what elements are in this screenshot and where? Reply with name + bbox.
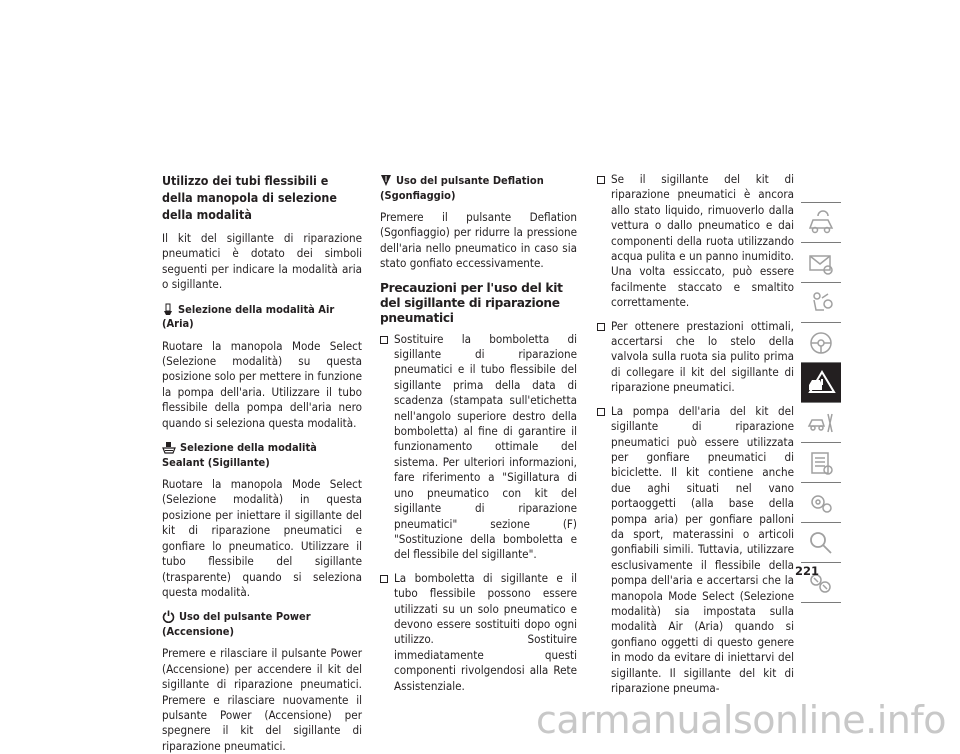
sealant-mode-text: Ruotare la manopola Mode Select (Selezione modalità) in questa posizione per iniettare il sigillante del kit di riparazione pneumatici e gonfiare lo pneumatico. Utilizzare il tubo flessibile del sigillante (trasparente) quando si seleziona questa modalità. <box>162 477 362 599</box>
mail-icon <box>806 250 836 276</box>
watermark: carmanualsonline.info <box>536 698 947 742</box>
tab-emergency[interactable] <box>801 362 841 402</box>
power-icon <box>162 610 175 623</box>
tab-service[interactable] <box>801 402 841 442</box>
tab-dashboard[interactable] <box>801 202 841 242</box>
column-2 <box>380 174 577 702</box>
tab-steering[interactable] <box>801 322 841 362</box>
car-wrench-icon <box>806 410 836 436</box>
air-mode-text: Ruotare la manopola Mode Select (Selezione modalità) su questa posizione solo per mettere in funzione la pompa dell'aria. Utilizzare il tubo flessibile della pompa dell'aria nero quando si seleziona questa modalità. <box>162 338 362 430</box>
power-button-text: Premere e rilasciare il pulsante Power (Accensione) per accendere il kit del sigillante di riparazione pneumatici. Premere e rilasciare nuovamente il pulsante Power (Accensione) per spegnere il kit del sigillante di riparazione pneumatici. <box>162 646 362 753</box>
tab-mail[interactable] <box>801 242 841 282</box>
precautions-heading: Precauzioni per l'uso del kit del sigillante di riparazione pneumatici <box>380 280 563 325</box>
power-button-heading: Uso del pulsante Power (Accensione) <box>162 610 311 638</box>
intro-text: Il kit del sigillante di riparazione pneumatici è dotato dei simboli seguenti per indicare la modalità aria o sigillante. <box>162 231 362 292</box>
sealant-mode-icon <box>162 441 176 454</box>
gears-icon <box>806 490 836 516</box>
car-dashboard-icon <box>806 210 836 236</box>
tab-multimedia[interactable] <box>801 482 841 522</box>
precautions-list-continued <box>597 172 794 696</box>
list-icon <box>806 450 836 476</box>
airbag-icon <box>806 290 836 316</box>
precautions-list <box>380 332 577 694</box>
list-item: La bomboletta di sigillante e il tubo flessibile possono essere utilizzati su un solo pneumatico e devono essere sostituiti dopo ogni utilizzo. Sostituire immediatamente questi componenti rivolgendosi alla Rete Assistenziale. <box>380 571 577 694</box>
list-item: Sostituire la bomboletta di sigillante di riparazione pneumatici e il tubo flessibile del sigillante prima della data di scadenza (stampata sull'etichetta nell'angolo superiore destro della bomboletta) al fine di garantire il funzionamento ottimale del sistema. Per ulteriori informazioni, fare riferimento a "Sigillatura di uno pneumatico con kit del sigillante di riparazione pneumatici" sezione (F) "Sostituzione della bomboletta e del flessibile del sigillante". <box>380 332 577 563</box>
section-heading: Utilizzo dei tubi flessibili e della manopola di selezione della modalità <box>162 173 337 222</box>
steering-wheel-icon <box>806 330 836 356</box>
tab-specifications[interactable] <box>801 442 841 482</box>
deflation-icon <box>380 174 392 187</box>
chapter-tabs <box>801 202 841 604</box>
tab-index[interactable] <box>801 522 841 562</box>
magnifier-icon <box>806 530 836 556</box>
sealant-mode-heading: Selezione della modalità Sealant (Sigillante) <box>162 441 317 469</box>
air-mode-heading: Selezione della modalità Air (Aria) <box>162 302 335 331</box>
tab-airbag[interactable] <box>801 282 841 322</box>
deflation-text: Premere il pulsante Deflation (Sgonfiaggio) per ridurre la pressione dell'aria nello pneumatico in caso sia stato gonfiato eccessivamente. <box>380 210 577 271</box>
page-number: 221 <box>795 564 820 578</box>
column-1 <box>162 172 362 754</box>
column-3 <box>597 172 794 704</box>
air-mode-icon <box>162 303 174 316</box>
list-item: Per ottenere prestazioni ottimali, accertarsi che lo stelo della valvola sulla ruota sia pulito prima di collegare il kit del sigillante di riparazione pneumatici. <box>597 319 794 396</box>
warning-triangle-car-icon <box>806 370 836 396</box>
deflation-heading: Uso del pulsante Deflation (Sgonfiaggio) <box>380 174 544 202</box>
list-item: Se il sigillante del kit di riparazione pneumatici è ancora allo stato liquido, rimuoverlo dalla vettura o dallo pneumatico e dai componenti della ruota utilizzando acqua pulita e un panno inumidito. Una volta essiccato, può essere facilmente staccato e smaltito correttamente. <box>597 172 794 311</box>
list-item: La pompa dell'aria del kit del sigillante di riparazione pneumatici può essere utilizzata per gonfiare pneumatici di biciclette. Il kit contiene anche due aghi situati nel vano portaoggetti (alla base della pompa aria) per gonfiare palloni da sport, materassini o articoli gonfiabili simili. Tuttavia, utilizzare esclusivamente il flessibile della pompa dell'aria e accertarsi che la manopola Mode Select (Selezione modalità) sia impostata sulla modalità Air (Aria) quando si gonfiano oggetti di questo genere in modo da evitare di iniettarvi del sigillante. Il sigillante del kit di riparazione pneuma- <box>597 404 794 697</box>
